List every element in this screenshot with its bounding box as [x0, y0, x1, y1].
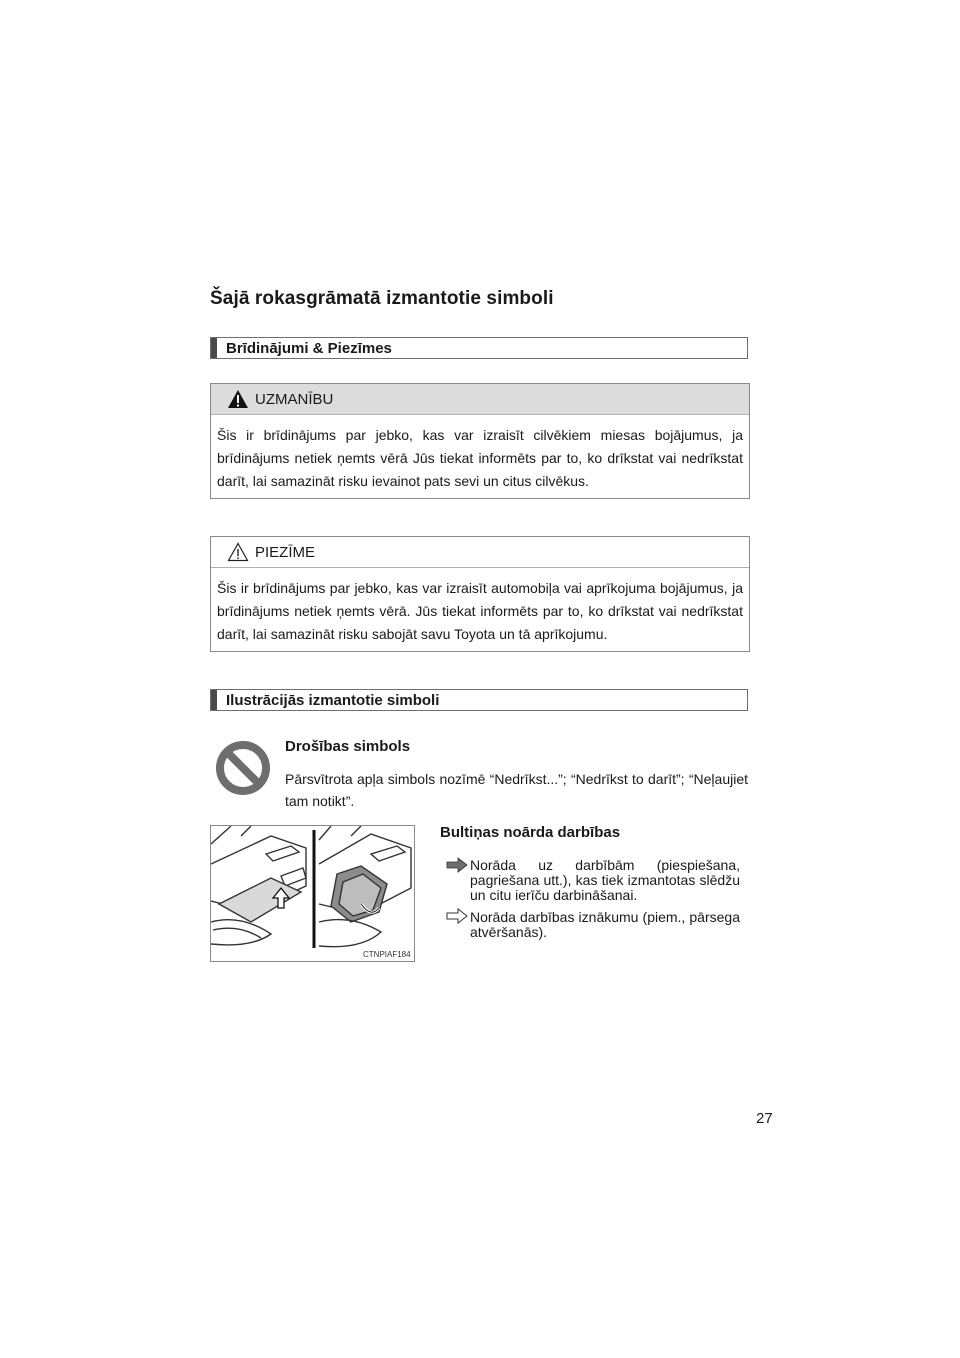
- notice-box: [210, 536, 750, 652]
- warning-triangle-icon: [227, 389, 249, 409]
- caution-text: Šis ir brīdinājums par jebko, kas var izraisīt cilvēkiem miesas bojājumus, ja brīdinājums netiek ņemts vērā Jūs tiekat informēts par to, ko drīkstat vai nedrīkstat darīt, lai samazināt risku ievainot pats sevi un citus cilvēkus.: [217, 427, 743, 489]
- caution-label: UZMANĪBU: [255, 390, 334, 408]
- result-arrow-outline-icon: [446, 908, 468, 924]
- notice-header: [211, 537, 749, 568]
- section-header-illustrations: [210, 689, 748, 711]
- warning-triangle-outline-icon: [227, 542, 249, 562]
- section-marker: [211, 690, 217, 710]
- section-title-warnings: Brīdinājumi & Piezīmes: [226, 339, 392, 357]
- notice-text: Šis ir brīdinājums par jebko, kas var izraisīt automobiļa vai aprīkojuma bojājumus, ja brīdinājums netiek ņemts vērā. Jūs tiekat informēts par to, ko drīkstat vai nedrīkstat darīt, lai samazināt risku sabojāt savu Toyota un tā aprīkojumu.: [217, 580, 743, 642]
- arrows-title: Bultiņas noārda darbības: [440, 824, 621, 841]
- figure-code: CTNPIAF184: [363, 950, 411, 959]
- arrow-item-action: Norāda uz darbībām (piespiešana, pagriešana utt.), kas tiek izmantotas slēdžu un citu ierīču darbināšanai.: [470, 857, 740, 903]
- mirror-illustration: [211, 826, 415, 962]
- action-arrow-icon: [446, 857, 468, 873]
- safety-symbol-text: Pārsvītrota apļa simbols nozīmē “Nedrīkst...”; “Nedrīkst to darīt”; “Neļaujiet tam notikt”.: [285, 771, 748, 809]
- page-title: Šajā rokasgrāmatā izmantotie simboli: [210, 288, 554, 309]
- caution-box: [210, 383, 750, 499]
- arrow-item-result: Norāda darbības iznākumu (piem., pārsega atvēršanās).: [470, 909, 740, 940]
- section-title-illustrations: Ilustrācijās izmantotie simboli: [226, 691, 440, 709]
- safety-symbol-title: Drošības simbols: [285, 738, 411, 755]
- page-number: 27: [756, 1110, 773, 1127]
- section-marker: [211, 338, 217, 358]
- illustration-figure: [210, 825, 415, 962]
- caution-header: [211, 384, 749, 415]
- prohibition-icon: [215, 740, 271, 796]
- notice-label: PIEZĪME: [255, 543, 316, 561]
- section-header-warnings: [210, 337, 748, 359]
